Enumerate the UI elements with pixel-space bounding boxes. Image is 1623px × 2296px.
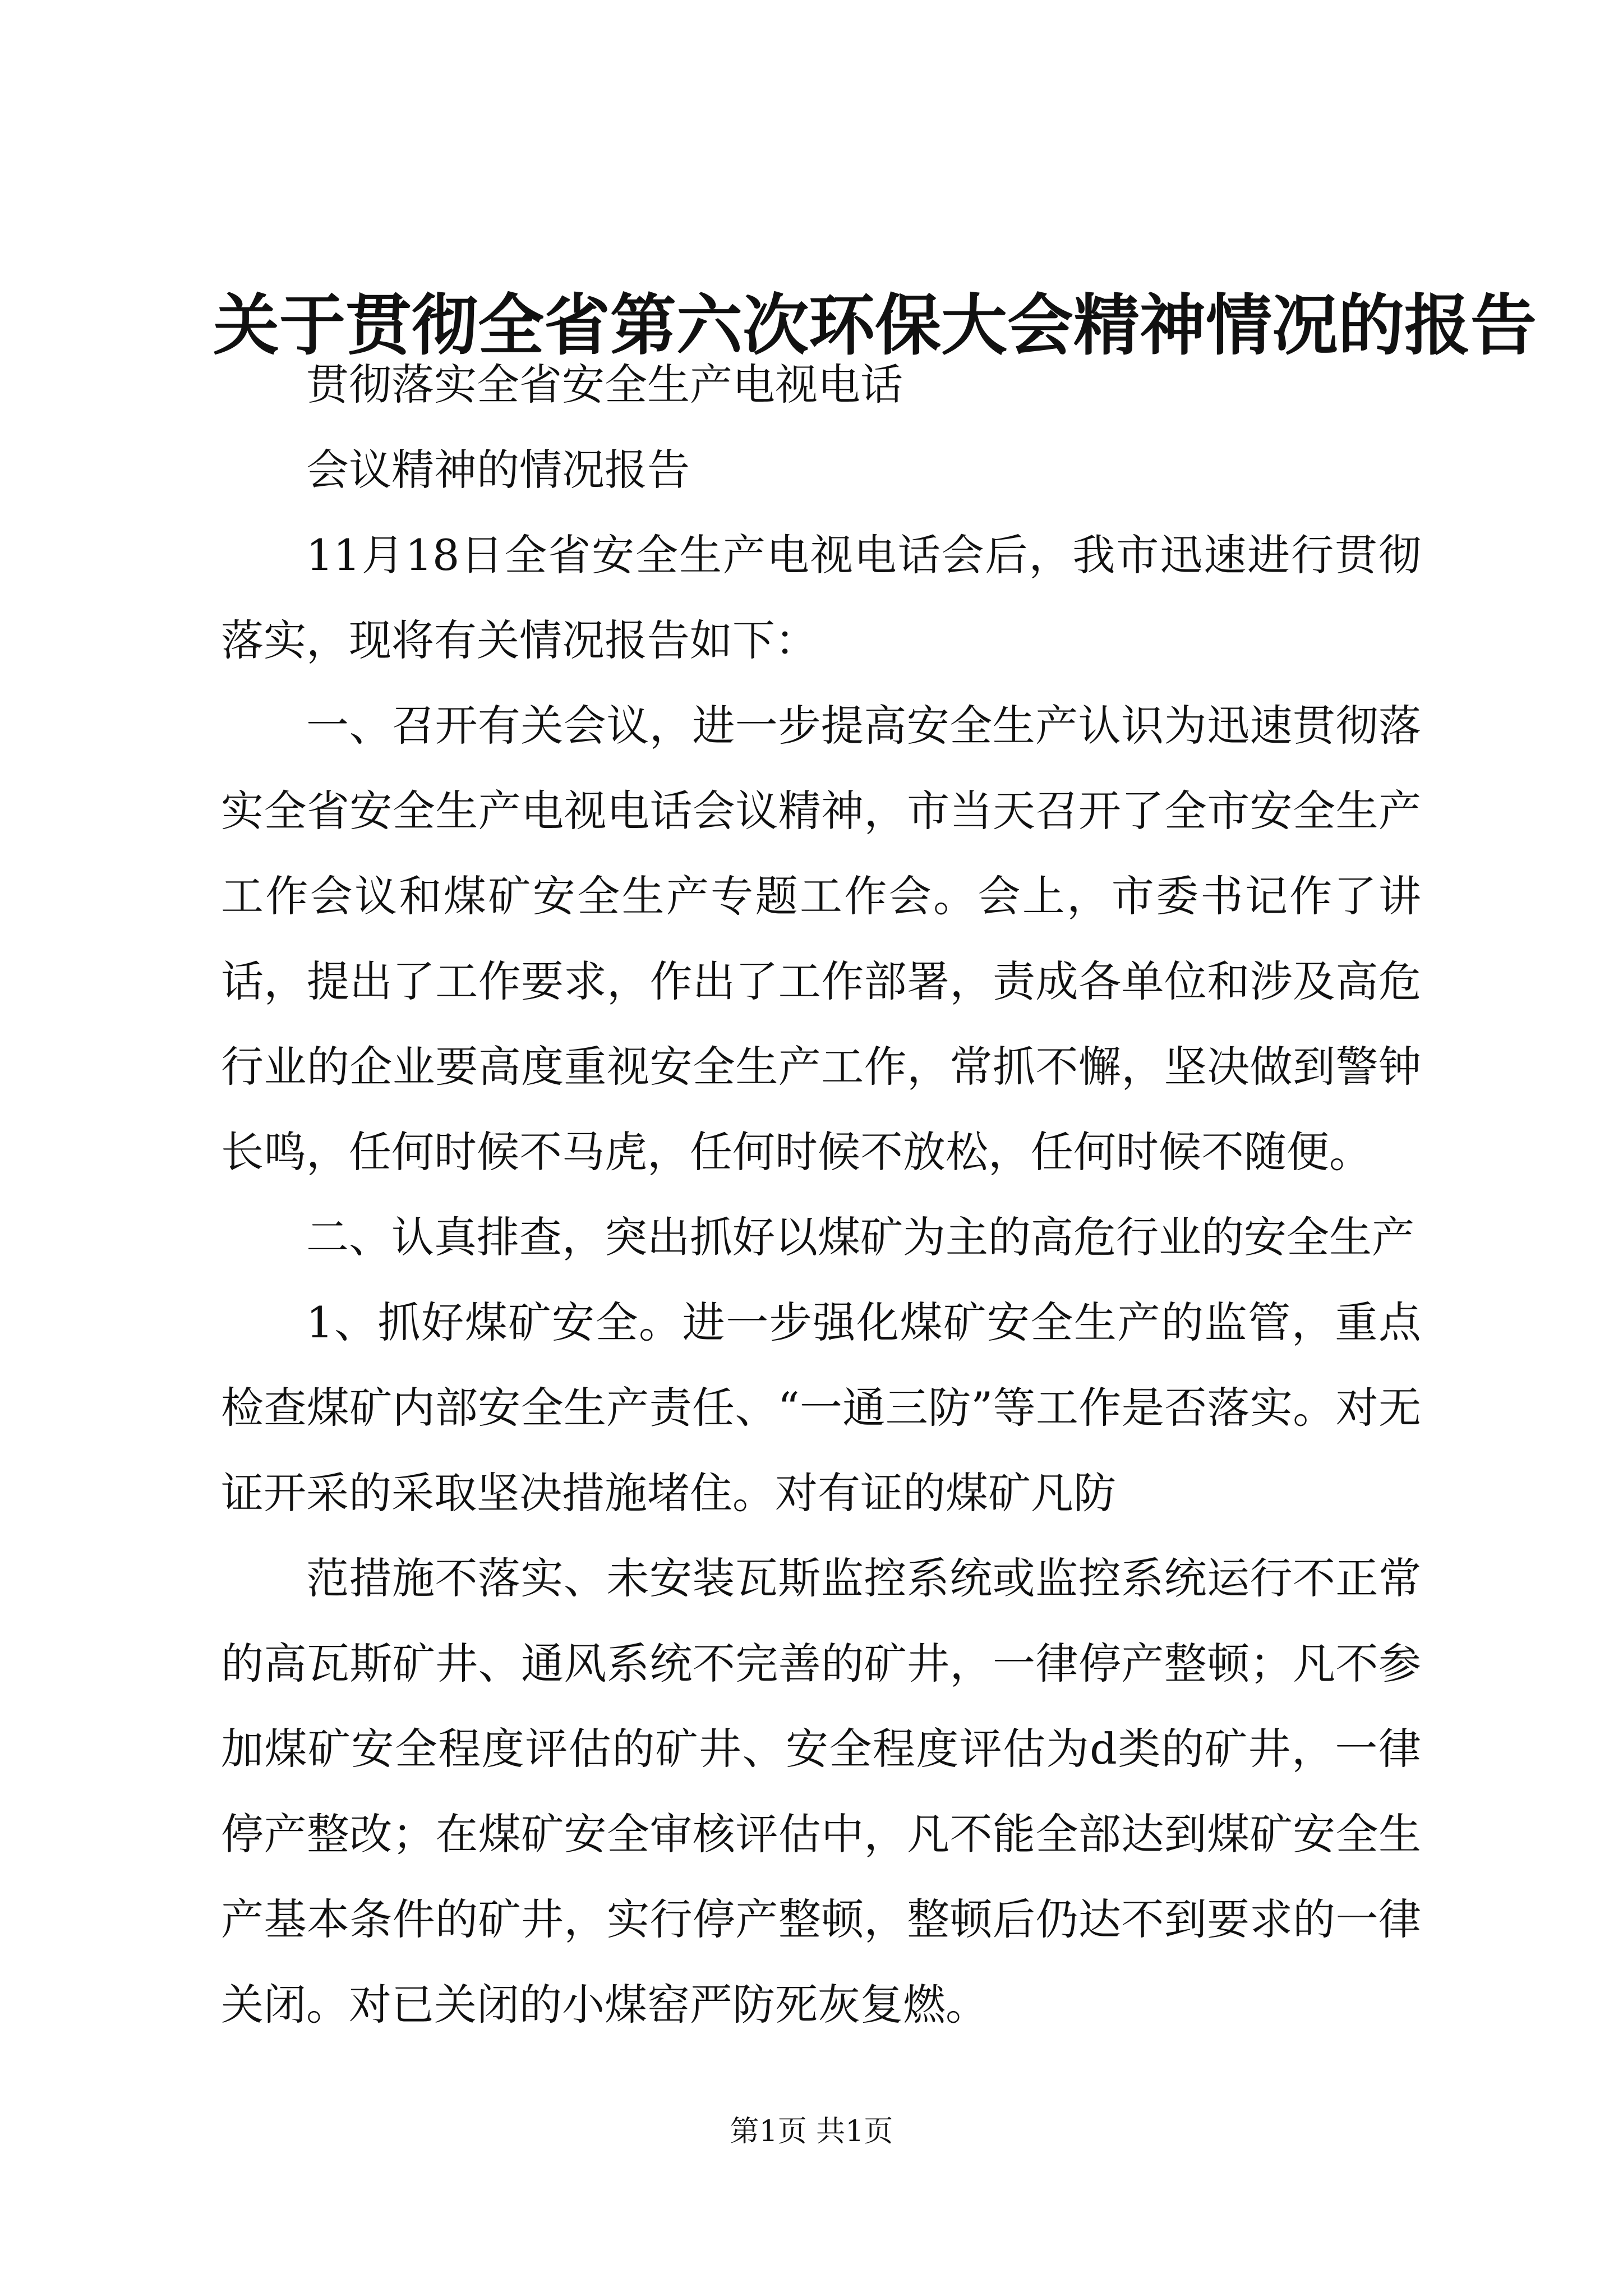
paragraph-coal-safety: 1、抓好煤矿安全。进一步强化煤矿安全生产的监管，重点检查煤矿内部安全生产责任、“一通三防”等工作是否落实。对无证开采的采取坚决措施堵住。对有证的煤矿凡防 [221, 1297, 1421, 1518]
paragraph-intro: 11月18日全省安全生产电视电话会后，我市迅速进行贯彻落实，现将有关情况报告如下： [221, 530, 1421, 665]
document-title: 关于贯彻全省第六次环保大会精神情况的报告 [213, 286, 1537, 364]
page-number-footer: 第1页 共1页 [730, 2115, 893, 2148]
paragraph-subtitle-2: 会议精神的情况报告 [306, 445, 690, 495]
paragraph-coal-measures: 范措施不落实、未安装瓦斯监控系统或监控系统运行不正常的高瓦斯矿井、通风系统不完善的矿井，一律停产整顿；凡不参加煤矿安全程度评估的矿井、安全程度评估为d类的矿井，一律停产整改；在煤矿安全审核评估中，凡不能全部达到煤矿安全生产基本条件的矿井，实行停产整顿，整顿后仍达不到要求的一律关闭。对已关闭的小煤窑严防死灰复燃。 [221, 1553, 1421, 2030]
paragraph-subtitle-1: 贯彻落实全省安全生产电视电话 [306, 360, 903, 409]
document-body [221, 342, 1421, 2047]
paragraph-section-1: 一、召开有关会议，进一步提高安全生产认识为迅速贯彻落实全省安全生产电视电话会议精神，市当天召开了全市安全生产工作会议和煤矿安全生产专题工作会。会上，市委书记作了讲话，提出了工作要求，作出了工作部署，责成各单位和涉及高危行业的企业要高度重视安全生产工作，常抓不懈，坚决做到警钟长鸣，任何时候不马虎，任何时候不放松，任何时候不随便。 [221, 701, 1421, 1177]
paragraph-section-2-heading: 二、认真排查，突出抓好以煤矿为主的高危行业的安全生产 [306, 1212, 1414, 1262]
